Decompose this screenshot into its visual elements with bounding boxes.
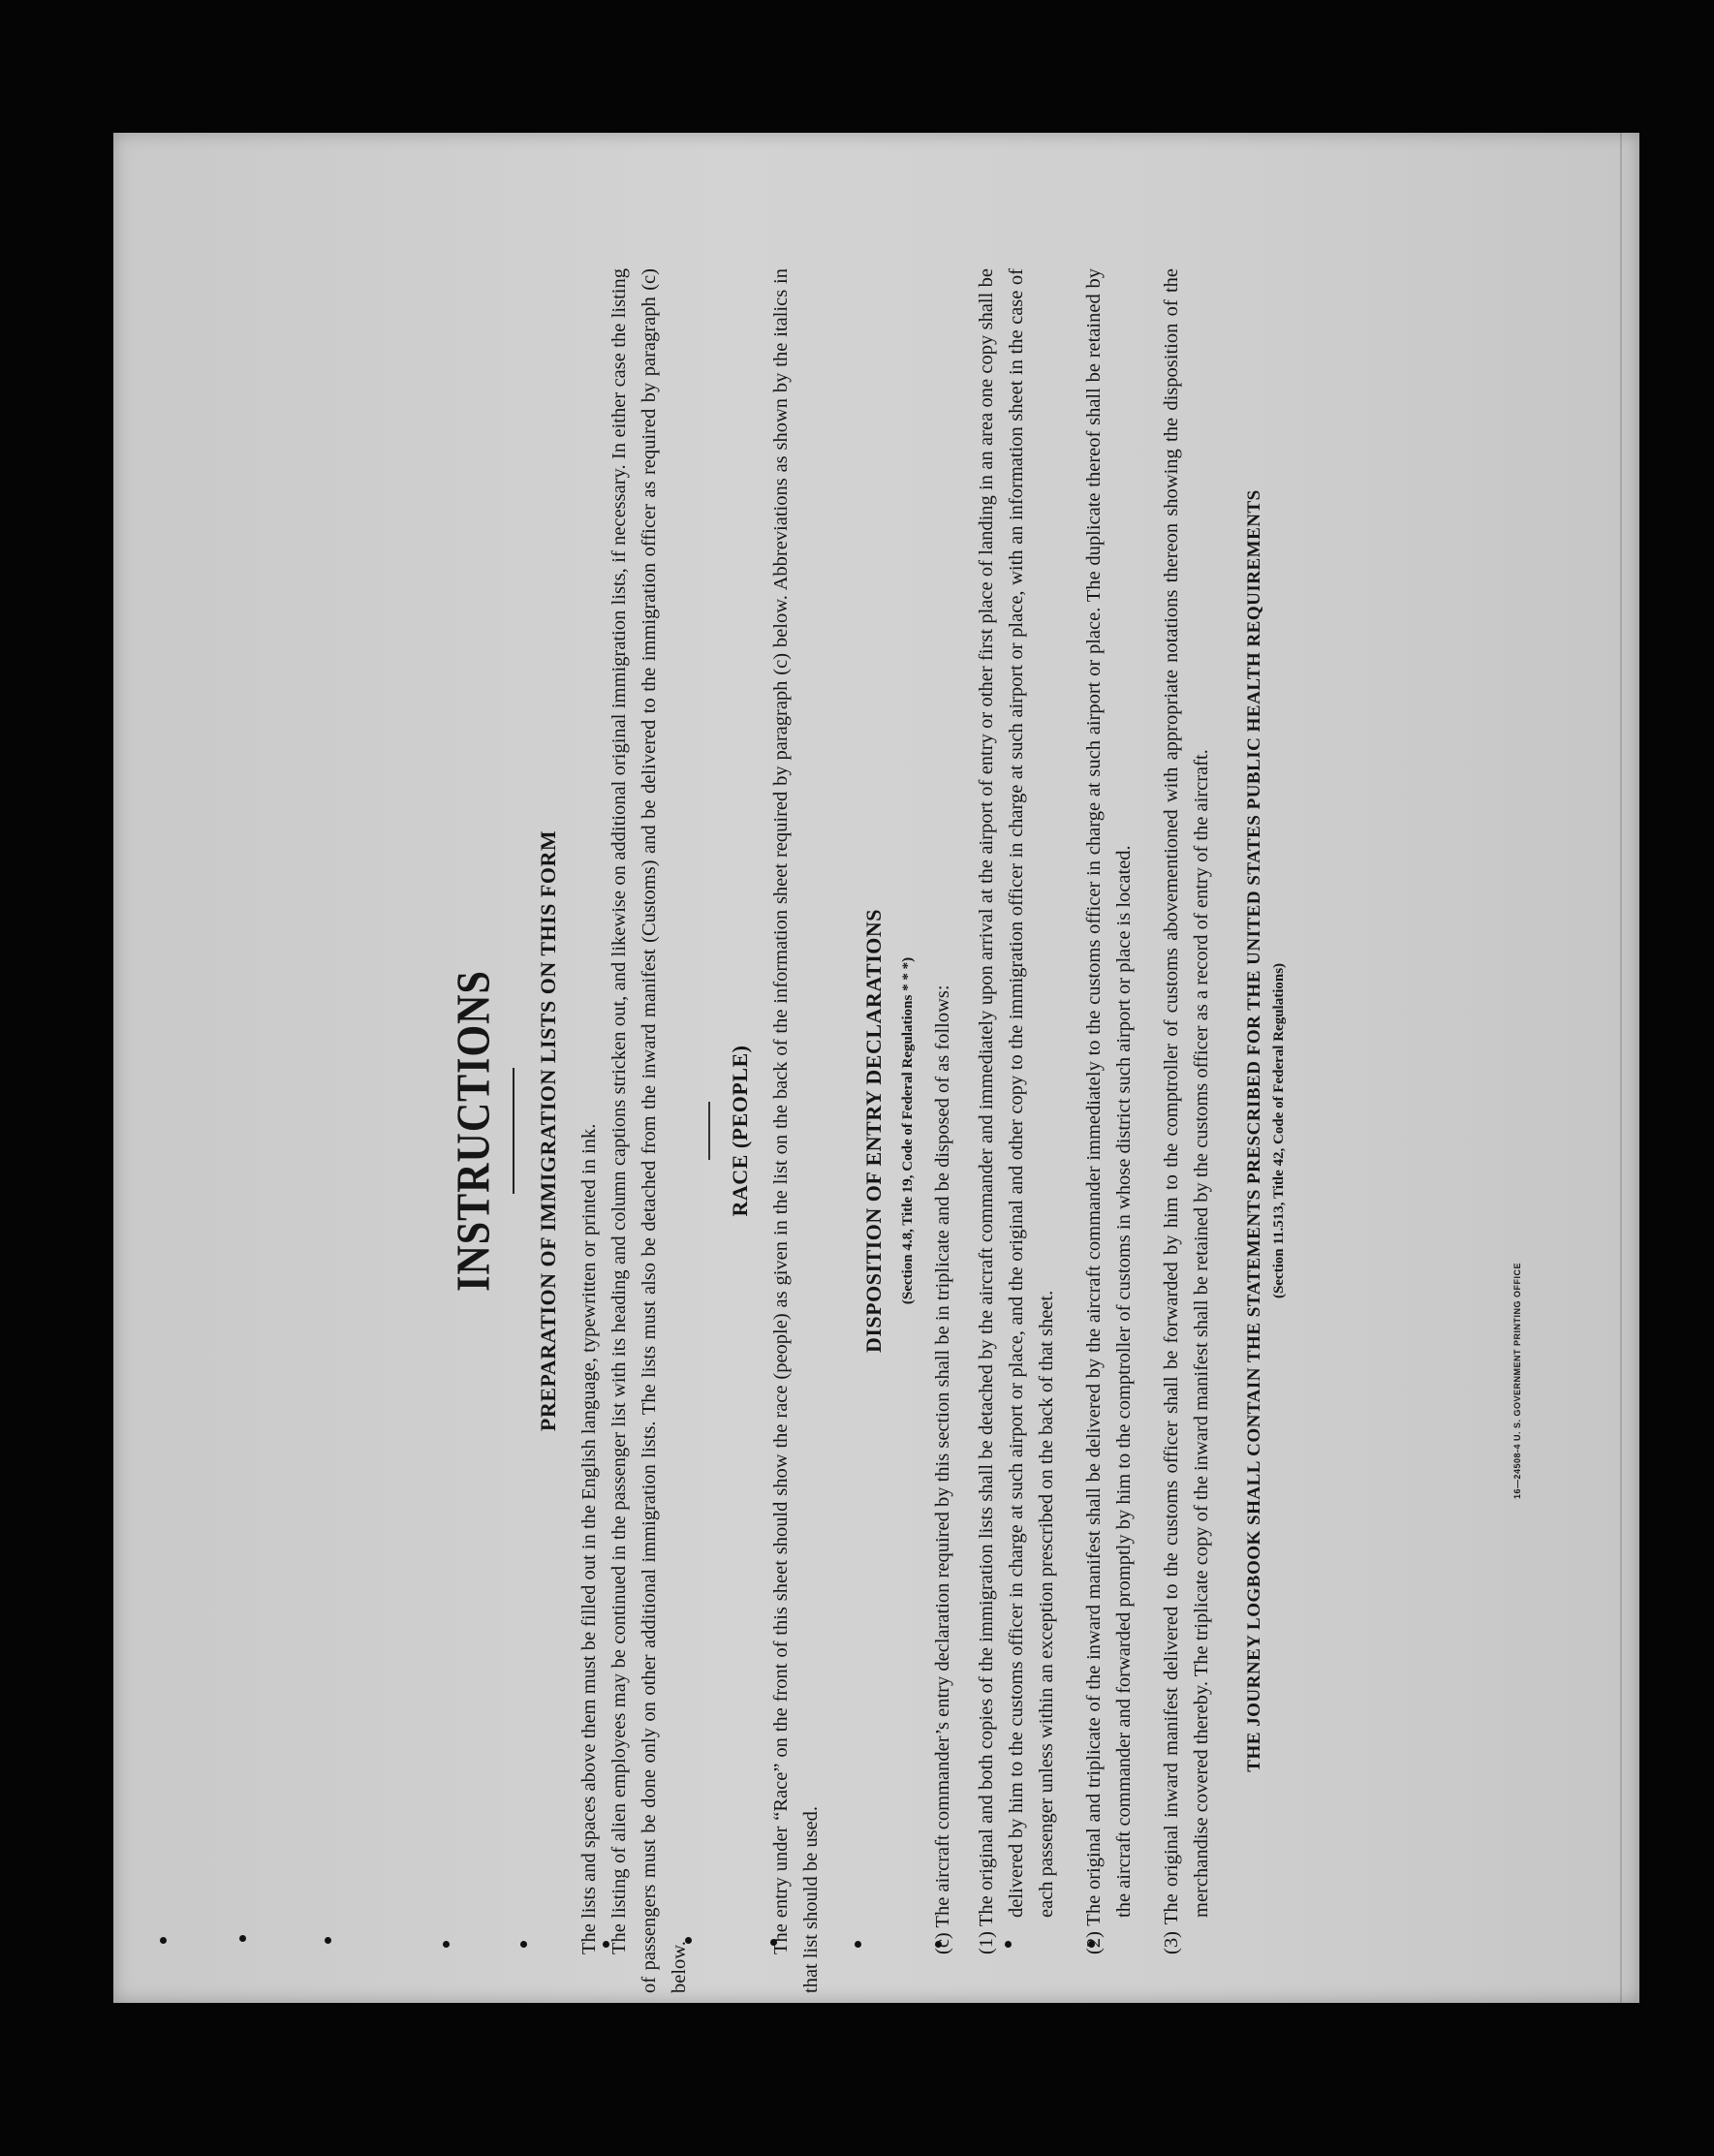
page-title: INSTRUCTIONS [449, 970, 501, 1292]
race-paragraph: The entry under “Race” on the front of this sheet should show the race (people) as given in the list on the back of the information sheet required by paragraph (c) below. Abbreviations as shown by the italics in that list should be used. [770, 268, 822, 1993]
instructions-block [443, 268, 1639, 1993]
preparation-heading: PREPARATION OF IMMIGRATION LISTS ON THIS FORM [536, 829, 560, 1432]
preparation-paragraph-2: The listing of alien employees may be continued in the passenger list with its heading and column captions stricken out, and likewise on additional original immigration lists, if necessary. In either case the listing of passengers must be done only on other additional immigration lists. The lists must also be detached from the inward manifest (Customs) and be delivered to the immigration officer as required by paragraph (c) below. [608, 268, 690, 1993]
disposition-item-1: (1) The original and both copies of the immigration lists shall be detached by the aircraft commander and immediately upon arrival at the airport of entry or other first place of landing in an area one copy shall be delivered by him to the customs officer in charge at such airport or place, and the original and other copy to the immigration officer in charge at such airport or place, with an information sheet in the case of each passenger unless within an exception prescribed on the back of that sheet. [976, 268, 1057, 1954]
disposition-reference: (Section 4.8, Title 19, Code of Federal Regulations * * *) [900, 956, 916, 1305]
printing-office-mark: 16—24508-4 U. S. GOVERNMENT PRINTING OFFICE [1512, 1262, 1522, 1499]
document-page [113, 133, 1639, 2003]
disposition-item-3: (3) The original inward manifest delivered to the customs officer shall be forwarded by him to the comptroller of customs abovementioned with appropriate notations thereon showing the disposition of the merchandise covered thereby. The triplicate copy of the inward manifest shall be retained by the customs officer as a record of entry of the aircraft. [1161, 268, 1212, 1954]
section-divider [708, 1102, 710, 1160]
logbook-statement: THE JOURNEY LOGBOOK SHALL CONTAIN THE STATEMENTS PRESCRIBED FOR THE UNITED STATES PUBLIC HEALTH REQUIREMENTS [1244, 489, 1264, 1772]
race-heading: RACE (PEOPLE) [728, 1045, 752, 1217]
binding-dot [160, 1937, 167, 1944]
disposition-item-2: (2) The original and triplicate of the inward manifest shall be delivered by the aircraft commander immediately to the customs officer in charge at such airport or place. The duplicate thereof shall be retained by the aircraft commander and forwarded promptly by him to the comptroller of customs in whose district such airport or place is located. [1083, 268, 1135, 1954]
logbook-reference: (Section 11.513, Title 42, Code of Federal Regulations) [1271, 962, 1287, 1299]
disposition-intro: (c) The aircraft commander’s entry declaration required by this section shall be in triplicate and be disposed of as follows: [932, 984, 953, 1954]
binding-dot [325, 1937, 331, 1944]
disposition-heading: DISPOSITION OF ENTRY DECLARATIONS [861, 908, 886, 1354]
binding-dot [239, 1935, 246, 1942]
preparation-paragraph-1: The lists and spaces above them must be filled out in the English language, typewritten or printed in ink. [578, 1123, 600, 1954]
title-underline [513, 1068, 514, 1194]
